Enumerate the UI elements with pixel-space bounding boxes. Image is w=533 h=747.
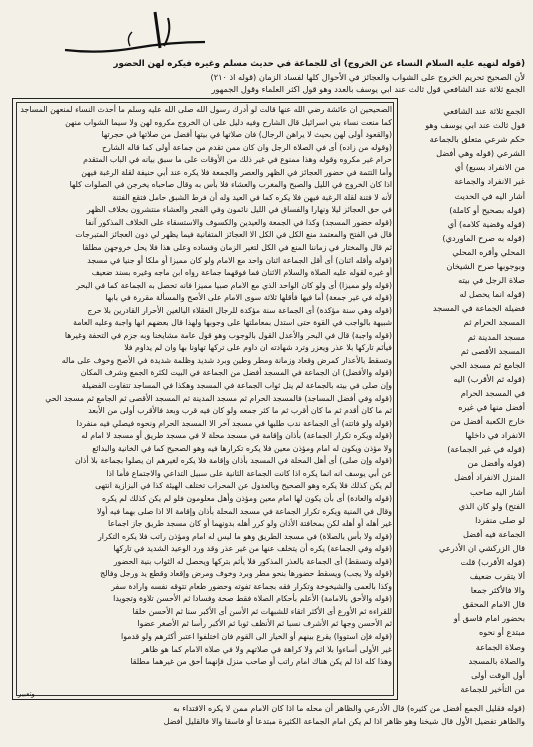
margin-line: المنزل الانفراد أفضل xyxy=(454,472,525,483)
body-line: غير الأولى أساءوا بلا اثم ولا كراهة في صلاتهم ولا في صلاة الامام كما هو ظاهر xyxy=(141,644,392,654)
margin-line: من الانفراد بسبع) أي xyxy=(454,162,525,173)
margin-line: أول الوقت أولى xyxy=(471,669,525,680)
body-line: (قوله وفي أفضل المساجد) فالمسجد الحرام ثم مسجد المدينة ثم المسجد الأقصى ثم الجامع ثم مسجد الحي xyxy=(45,393,392,403)
margin-line: ألا يتقرب ضعيف xyxy=(469,571,525,582)
margin-line: غير الانفراد والجماعة xyxy=(454,176,525,187)
body-line: وتسقط بالأعذار كمرض وقعاد وزمانة ومطر وطين وبرد شديد وظلمة شديدة في الأصح وخوف على ماله xyxy=(61,355,392,365)
body-line: (قوله ولا يجب) ويسقط حضورها بنحو مطر وبرد وخوف ومرض وإقعاد وقطع يد ورجل وفالج xyxy=(100,569,392,579)
body-line: وقال في المنية ويكره تكرار الجماعة في مسجد المحلة بأذان وإقامة الا اذا صلى بهما فيه أولا xyxy=(96,506,392,516)
body-line: ولا مؤذن ويكون له امام ومؤذن معين فلا يكره تكرارها فيه وهو الصحيح كما في الخانية والبدائع xyxy=(92,443,392,453)
margin-line: مبتدع أو نحوه xyxy=(478,627,525,638)
body-line: كما منعت نساء بني اسرائيل قال الشارح وفيه دليل على ان الخروج مكروه لهن ولا سيما الشواب منهن xyxy=(65,117,392,127)
footer-line: والظاهر تفضيل الأول قال شيخنا وهو ظاهر اذا لم يكن امام الجماعة الكثيرة مبتدعا أو فاسقا والا فالقليل أفضل xyxy=(163,716,525,726)
margin-line: لو صلى منفردا xyxy=(475,514,525,525)
body-line: ثم الأحسن وجها ثم الأشرف نسبا ثم الأنظف ثوبا ثم الأكبر رأسا ثم الأصغر عضوا xyxy=(137,619,392,629)
header-text-block xyxy=(10,58,525,96)
margin-line: قول ثالث عند ابي يوسف وهو xyxy=(425,120,525,131)
footer-line: (قوله فقليل الجمع أفضل من كثيره) قال الأذرعي والظاهر أن محله ما اذا كان الامام ممن لا يكره الاقتداء به xyxy=(173,704,525,713)
catchword: وتعبير xyxy=(18,690,35,698)
body-line: ثم قال والمختار في زماننا المنع في الكل لتغير الزمان وفساده وعلى هذا فلا يحل خروجهن مطلقا xyxy=(82,243,392,253)
body-line: (قوله ويكره تكرار الجماعة) بأذان وإقامة في مسجد محلة لا في مسجد طريق أو مسجد لا امام له xyxy=(81,431,392,441)
body-line: عن أبي يوسف انه انما يكره اذا كانت الجماعة الثانية على سبيل التداعي والاجتماع فأما اذا xyxy=(106,468,392,478)
body-line: ثم ما كان أقدم ثم ما كان أقرب ثم ما كثر جمعه ولو كان فيه قرب وبعد فالأقرب أولى من الأبعد xyxy=(88,406,392,416)
header-line: الجمع ثلاثة عند الشافعي قول ثالث عند ابي يوسف بالعدد وهو قول اكثر العلماء وقول الجمهور xyxy=(211,84,525,95)
body-line: (قوله وهي سنة مؤكدة) أى الجماعة سنة مؤكدة للرجال العقلاء البالغين الأحرار القادرين بلا حرج xyxy=(87,305,392,315)
margin-line: حكم شرعي متعلق بالجماعة xyxy=(429,134,525,145)
body-line: وأما التتمة في حضور العجائز في الظهر والعصر والجمعة فلا يكره عند أبي حنيفة لقلة الرغبة فيهن xyxy=(81,167,392,177)
margin-line: المسجد الحرام ثم xyxy=(463,317,525,328)
body-line: (قوله فإن استووا) يقرع بينهم أو الخيار الى القوم فان اختلفوا اعتبر أكثرهم ولو قدموا xyxy=(121,631,392,641)
body-line: حرام غير مكروه وقوله وهذا ممنوع في غير ذلك من الأوقات على ما سبق بيانه في الباب المتقدم xyxy=(83,155,392,165)
margin-line: (قوله بصحيح أو كاملة) xyxy=(449,204,525,215)
header-line: لأن الصحيح تحريم الخروج على الشواب والعجائز في الأحوال كلها لفساد الزمان (قوله اذ ٢١٠) xyxy=(210,71,525,82)
body-line: (قوله وتسقط) أى الجماعة بالعذر المذكور فلا يأثم بتركها ويحصل له الثواب بنية الحضور xyxy=(113,556,392,566)
margin-line: (قوله وقضية كلامه) أي xyxy=(447,218,525,229)
margin-line: (قوله وأفضل من xyxy=(467,458,525,469)
margin-line: المحلي وأقره المحلي xyxy=(452,246,525,257)
body-line: قال في الفتح والمعتمد منع الكل في الكل الا العجائز المتفانية فيما يظهر لي دون العجائز المتبرجات xyxy=(75,230,392,240)
body-line: (قوله ولو فاتته) أى الجماعة ندب طلبها في مسجد آخر الا المسجد الحرام ونحوه فيصلي فيه منفردا xyxy=(76,418,392,428)
margin-line: والا فالأكثر جمعا xyxy=(470,585,525,596)
margin-line: فضيلة الجماعة في المسجد xyxy=(432,303,525,314)
commentary-body xyxy=(16,104,392,696)
header-line: (قوله لنهيه عليه السلام النساء عن الخروج) أى للجماعة في حديث مسلم وغيره فيكره لهن الحضور xyxy=(113,59,525,69)
body-line: (قوله ولا بأس بالصلاة) في مسجد الطريق وهو ما ليس له امام ومؤذن راتب فلا يكره التكرار xyxy=(98,531,392,541)
body-line: (قوله وأقله اثنان) أى أقل الجماعة اثنان واحد مع الامام ولو كان مميزا أو ملكا أو جنيا في مسجد xyxy=(87,255,392,265)
margin-line: (قوله به صرح الماوردي) xyxy=(442,232,525,243)
margin-text-column xyxy=(403,104,525,696)
body-line: (قوله واجبة) قال في البحر والأعدل القول بالوجوب وهو قول عامة مشايخنا وبه جزم في التحفة وغيرها xyxy=(64,330,392,340)
margin-line: أفضل منها في غيره xyxy=(458,401,525,412)
body-line: فيأثم تاركها بلا عذر ويعزر وترد شهادته ان داوم على تركها تهاونا بها وان لم يداوم فلا xyxy=(124,343,392,353)
margin-line: الفتح) ولو كان الذي xyxy=(458,500,525,511)
body-line: للقراءة ثم الأورع أى الأكثر اتقاء للشبهات ثم الأسن أى الأكبر سنا ثم الأحسن خلقا xyxy=(132,606,392,616)
margin-line: (قوله الأقرب) قلت xyxy=(460,557,525,567)
footer-text-block xyxy=(14,703,525,729)
body-line: (قوله والأفضل) ان الجماعة في المسجد أفضل من الجماعة في البيت لكثرة الجمع وشرف المكان xyxy=(80,368,392,378)
body-line: الصحيحين ان عائشة رضي الله عنها قالت لو أدرك رسول الله صلى الله عليه وسلم ما أحدث النساء لمنعهن المساجد xyxy=(20,105,392,114)
body-line: غير أهله أو أهله لكن بمخافتة الأذان ولو كرر أهله بدونهما أو كان مسجد طريق جاز اجماعا xyxy=(107,519,392,529)
margin-line: من التأخير للجماعة xyxy=(460,683,525,694)
margin-line: قال الزركشي ان الأذرعي xyxy=(439,542,525,553)
margin-line: في المسجد الحرام xyxy=(460,387,525,398)
body-line: (قوله حضور المسجد) وكذا في الجمعة والعيدين والكسوف والاستسقاء على الخلاف المذكور آنفا xyxy=(85,217,392,227)
margin-line: أشار اليه صاحب xyxy=(470,486,525,497)
body-line: (وقوله من زاده) أى في الصلاة الرجل وان كان ممن تقدم من جماعة أولى كما قاله الشارح xyxy=(101,142,392,152)
body-line: وإن صلى في بيته بالجماعة لم ينل ثواب الجماعة في المسجد وهكذا في المساجد تتفاوت الفضيلة xyxy=(81,381,392,391)
body-line: لم يكن كذلك فلا يكره وهو الصحيح وبالعدول عن المحراب تختلف الهيئة كذا في البزازية انتهى xyxy=(95,481,392,491)
body-line: (والقعود أولى لهن بحيث لا يراهن الرجال) فان صلاتها في بيتها أفضل من صلاتها في حجرتها xyxy=(101,130,392,140)
body-line: شبيهة بالواجب في القوة حتى استدل بمعاملتها على وجوبها ولهذا قال بعضهم انها واجبة وعليه العامة xyxy=(73,318,392,328)
header-ornament xyxy=(60,8,210,58)
body-line: (قوله في غير جمعة) أما فيها فأقلها ثلاثة سوى الامام على الأصح والمسألة مقررة في بابها xyxy=(105,293,392,303)
margin-line: والصلاة بالمسجد xyxy=(468,655,525,666)
body-line: (قوله والعادة) أى بأن يكون لها امام معين ومؤذن وأهل معلومون فلو لم يكن كذلك لم يكره xyxy=(101,493,392,503)
margin-line: خارج الكعبة أفضل من xyxy=(450,416,525,427)
margin-line: الجماعة فيه أفضل xyxy=(462,528,525,539)
body-line: (قوله وإن صلى) أى أهل المحلة في المسجد بأذان وإقامة فلا يكره لغيرهم ان يصلوا بجماعة بلا أذان xyxy=(74,456,392,466)
body-line: وهذا كله اذا لم يكن هناك امام راتب أو صاحب منزل فإنهما أحق من غيرهما مطلقا xyxy=(130,657,392,667)
body-line: (قوله ولو مميزا) أى ولو كان الواحد الذي مع الامام صبيا مميزا فانه تحصل به الجماعة كما في البحر xyxy=(76,280,392,290)
margin-line: وبوجوبها صرح الشيخان xyxy=(446,261,525,272)
margin-line: المسجد الأقصى ثم xyxy=(460,345,525,356)
margin-line: (قوله انما يحصل له xyxy=(459,289,525,300)
body-line: (قوله والأحق بالامامة) الأعلم بأحكام الصلاة فقط صحة وفسادا ثم الأحسن تلاوة وتجويدا xyxy=(113,594,392,604)
margin-line: أشار اليه في الحديث xyxy=(454,190,525,201)
margin-line: قال الامام المحقق xyxy=(462,599,525,610)
margin-line: (قوله ثم الأقرب) اليه xyxy=(453,373,525,384)
body-line: اذا كان الخروج في الليل والصبح والمغرب والعشاء فلا بأس به وقال صاحباه يخرجن في الصلوات كلها xyxy=(69,180,392,190)
body-line: (قوله وفي الجماعة) يكره أن يتخلف عنها من غير عذر وقد ورد الوعيد الشديد في تاركها xyxy=(113,544,392,554)
body-line: وكذا بالعمى والشيخوخة وتكرار فقه بجماعة تفوته وحضور طعام تتوقه نفسه وارادة سفر xyxy=(111,581,392,591)
body-line: لأنه لا فتنة لقلة الرغبة فيهن فلا يكره كما في العيد وله أن فرط الشبق حامل فتقع الفتنة xyxy=(112,192,392,202)
margin-line: بحضور امام فاسق أو xyxy=(453,613,525,624)
body-line: في حق العجائز ليلا ونهارا والفساق في الليل نائمون وفي الفجر والعشاء منتشرون بخلاف الظهر xyxy=(86,205,392,215)
body-line: أو غيره لقوله عليه الصلاة والسلام الاثنان فما فوقهما جماعة رواه ابن ماجه وغيره بسند ضعيف xyxy=(91,268,392,278)
margin-line: وصلاة الجماعة xyxy=(475,641,525,652)
margin-line: صلاة الرجل في بيته xyxy=(458,275,525,286)
margin-line: الجمع ثلاثة عند الشافعي xyxy=(443,106,525,116)
margin-line: الانفراد في داخلها xyxy=(465,430,525,441)
margin-line: الجامع ثم مسجد الحي xyxy=(450,359,525,370)
margin-line: مسجد المدينة ثم xyxy=(467,331,525,342)
margin-line: الشرعي (قوله وهي أفضل xyxy=(436,148,525,159)
margin-line: (قوله في غير الجماعة) xyxy=(447,444,525,455)
